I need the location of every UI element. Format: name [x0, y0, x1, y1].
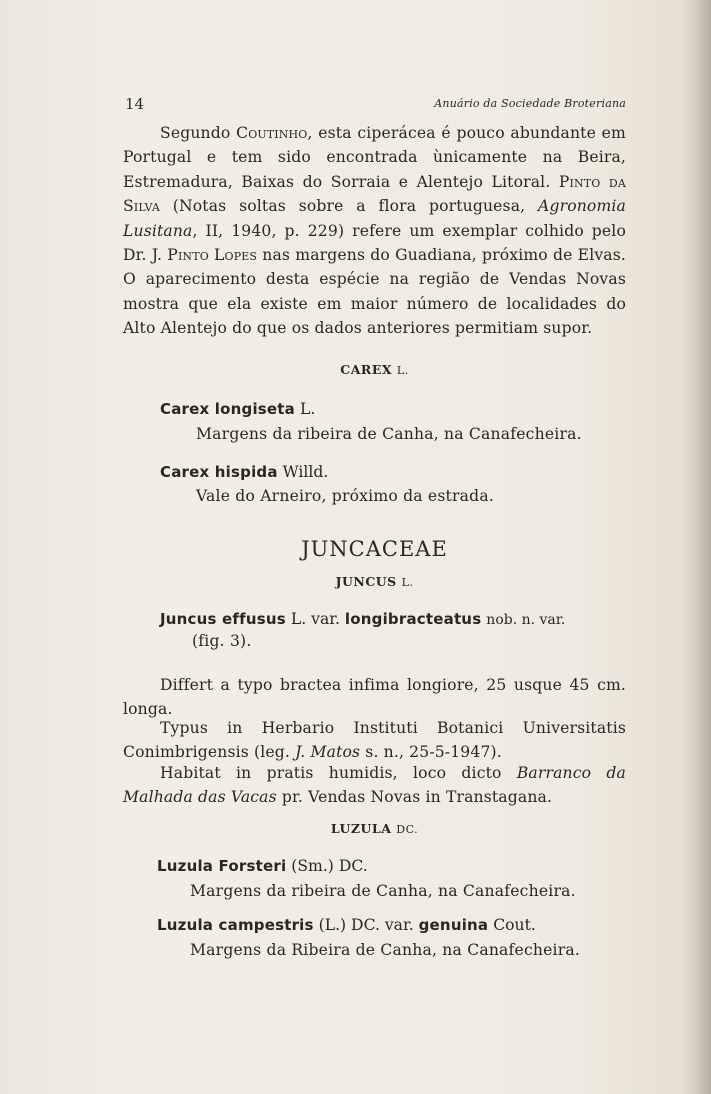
habitat-paragraph: Habitat in pratis humidis, loco dicto Barranco da Malhada das Vacas pr. Vendas Novas in Transtagana. — [123, 764, 626, 807]
species-juncus-effusus: Juncus effusus L. var. longibracteatus nob. n. var. — [160, 610, 566, 628]
latin-diagnosis: Differt a typo bractea infima longiore, 25 usque 45 cm. longa. — [123, 676, 626, 719]
locality-luzula-forsteri: Margens da ribeira de Canha, na Canafecheira. — [190, 882, 576, 900]
species-luzula-forsteri: Luzula Forsteri (Sm.) DC. — [157, 857, 368, 875]
journal-name: Agronomia Lusitana — [123, 197, 626, 240]
species-carex-longiseta: Carex longiseta L. — [160, 400, 316, 418]
page-edge-shadow — [681, 0, 711, 1094]
author-pinto-lopes: Pinto Lopes — [167, 246, 258, 265]
locality-carex-hispida: Vale do Arneiro, próximo da estrada. — [196, 487, 495, 505]
intro-paragraph: Segundo Coutinho, esta ciperácea é pouco abundante em Portugal e tem sido encontrada ùnicamente na Beira, Estremadura, Baixas do Sorraia e Alentejo Litoral. Pinto da Silva (Notas soltas sobre a flora portuguesa, Agronomia Lusitana, II, 1940, p. 229) refere um exemplar colhido pelo Dr. J. Pinto Lopes nas margens do Guadiana, próximo de Elvas. O aparecimento desta espécie na região de Vendas Novas mostra que ela existe em maior número de localidades do Alto Alentejo do que os dados anteriores permitiam supor. — [123, 124, 626, 338]
genus-heading-carex: CAREX L. — [340, 362, 409, 377]
author-coutinho: Coutinho — [236, 124, 308, 142]
locality-carex-longiseta: Margens da ribeira de Canha, na Canafecheira. — [196, 425, 582, 443]
species-carex-hispida: Carex hispida Willd. — [160, 463, 329, 481]
family-heading: JUNCACEAE — [301, 537, 448, 561]
locality-luzula-campestris: Margens da Ribeira de Canha, na Canafecheira. — [190, 941, 581, 959]
typus-paragraph: Typus in Herbario Instituti Botanici Universitatis Conimbrigensis (leg. J. Matos s. n., 25-5-1947). — [123, 719, 626, 762]
species-luzula-campestris: Luzula campestris (L.) DC. var. genuina Cout. — [157, 916, 536, 934]
genus-heading-juncus: JUNCUS L. — [335, 574, 414, 589]
page-number: 14 — [125, 95, 145, 113]
figure-reference: (fig. 3). — [192, 632, 252, 650]
genus-heading-luzula: LUZULA DC. — [330, 821, 419, 836]
running-header: Anuário da Sociedade Broteriana — [434, 97, 626, 110]
author-pinto-silva: Pinto da Silva — [123, 172, 626, 216]
